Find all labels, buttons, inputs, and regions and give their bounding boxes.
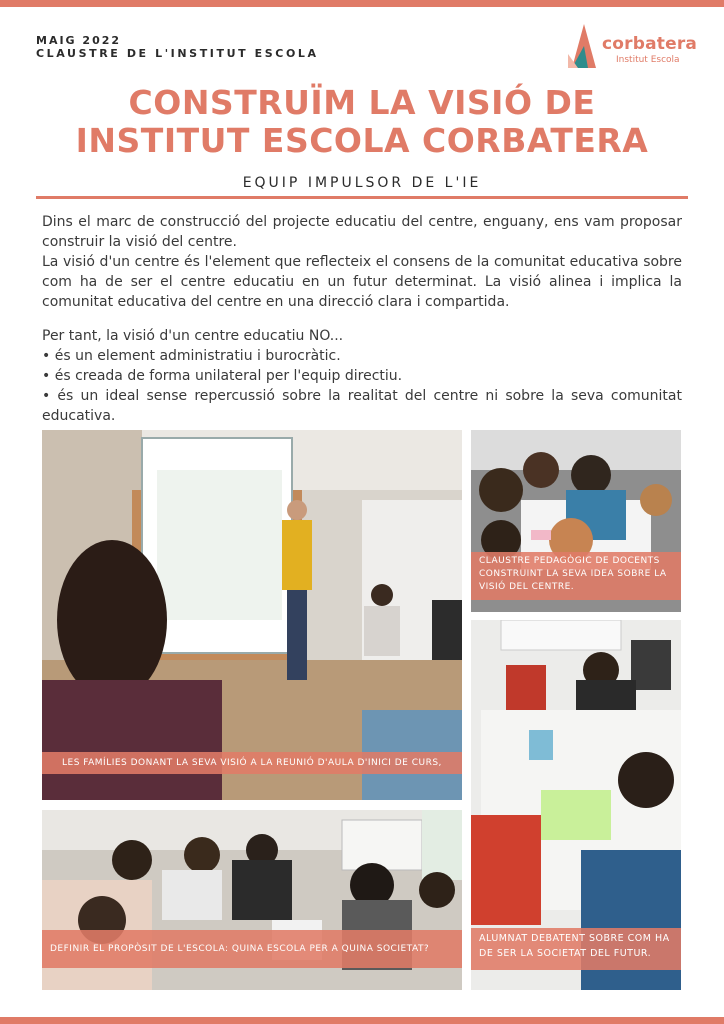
bullet-3: • és un ideal sense repercussió sobre la realitat del centre ni sobre la seva comunitat educativa. (42, 388, 682, 424)
caption-teachers: CLAUSTRE PEDAGÒGIC DE DOCENTS CONSTRUINT LA SEVA IDEA SOBRE LA VISIÓ DEL CENTRE. (471, 552, 681, 600)
title-divider (36, 196, 688, 199)
title-line-2: INSTITUT ESCOLA CORBATERA (75, 121, 649, 160)
issue-date: MAIG 2022 (36, 34, 122, 47)
caption-families: LES FAMÍLIES DONANT LA SEVA VISIÓ A LA REUNIÓ D'AULA D'INICI DE CURS, (42, 752, 462, 774)
page-title (20, 84, 704, 160)
caption-purpose: DEFINIR EL PROPÒSIT DE L'ESCOLA: QUINA ESCOLA PER A QUINA SOCIETAT? (42, 930, 462, 968)
logo-tagline: Institut Escola (616, 55, 680, 65)
bullet-2: • és creada de forma unilateral per l'equip directiu. (42, 368, 403, 384)
photo-students-debate (471, 620, 681, 990)
photo-purpose-workshop (42, 810, 462, 990)
photo-families-meeting (42, 430, 462, 800)
bottom-accent-bar (0, 1017, 724, 1024)
bullet-1: • és un element administratiu i burocràtic. (42, 348, 341, 364)
logo-mark-icon (566, 22, 602, 72)
paragraph-1: Dins el marc de construcció del projecte educatiu del centre, enguany, ens vam proposar construir la visió del centre. (42, 214, 682, 250)
caption-students: ALUMNAT DEBATENT SOBRE COM HA DE SER LA SOCIETAT DEL FUTUR. (471, 928, 681, 970)
photo-teachers-cloister (471, 430, 681, 612)
school-logo (566, 22, 696, 72)
intro-text (42, 212, 682, 426)
organization-label: CLAUSTRE DE L'INSTITUT ESCOLA (36, 47, 319, 60)
paragraph-3: Per tant, la visió d'un centre educatiu NO... (42, 328, 344, 344)
paragraph-2: La visió d'un centre és l'element que reflecteix el consens de la comunitat educativa sobre com ha de ser el centre educatiu en un futur determinat. La visió alinea i implica la comunitat educativa del centre en una direcció clara i compartida. (42, 254, 682, 310)
title-line-1: CONSTRUÏM LA VISIÓ DE (128, 83, 596, 122)
page-subtitle: EQUIP IMPULSOR DE L'IE (242, 175, 482, 191)
logo-name: corbatera (602, 34, 698, 54)
top-accent-bar (0, 0, 724, 7)
